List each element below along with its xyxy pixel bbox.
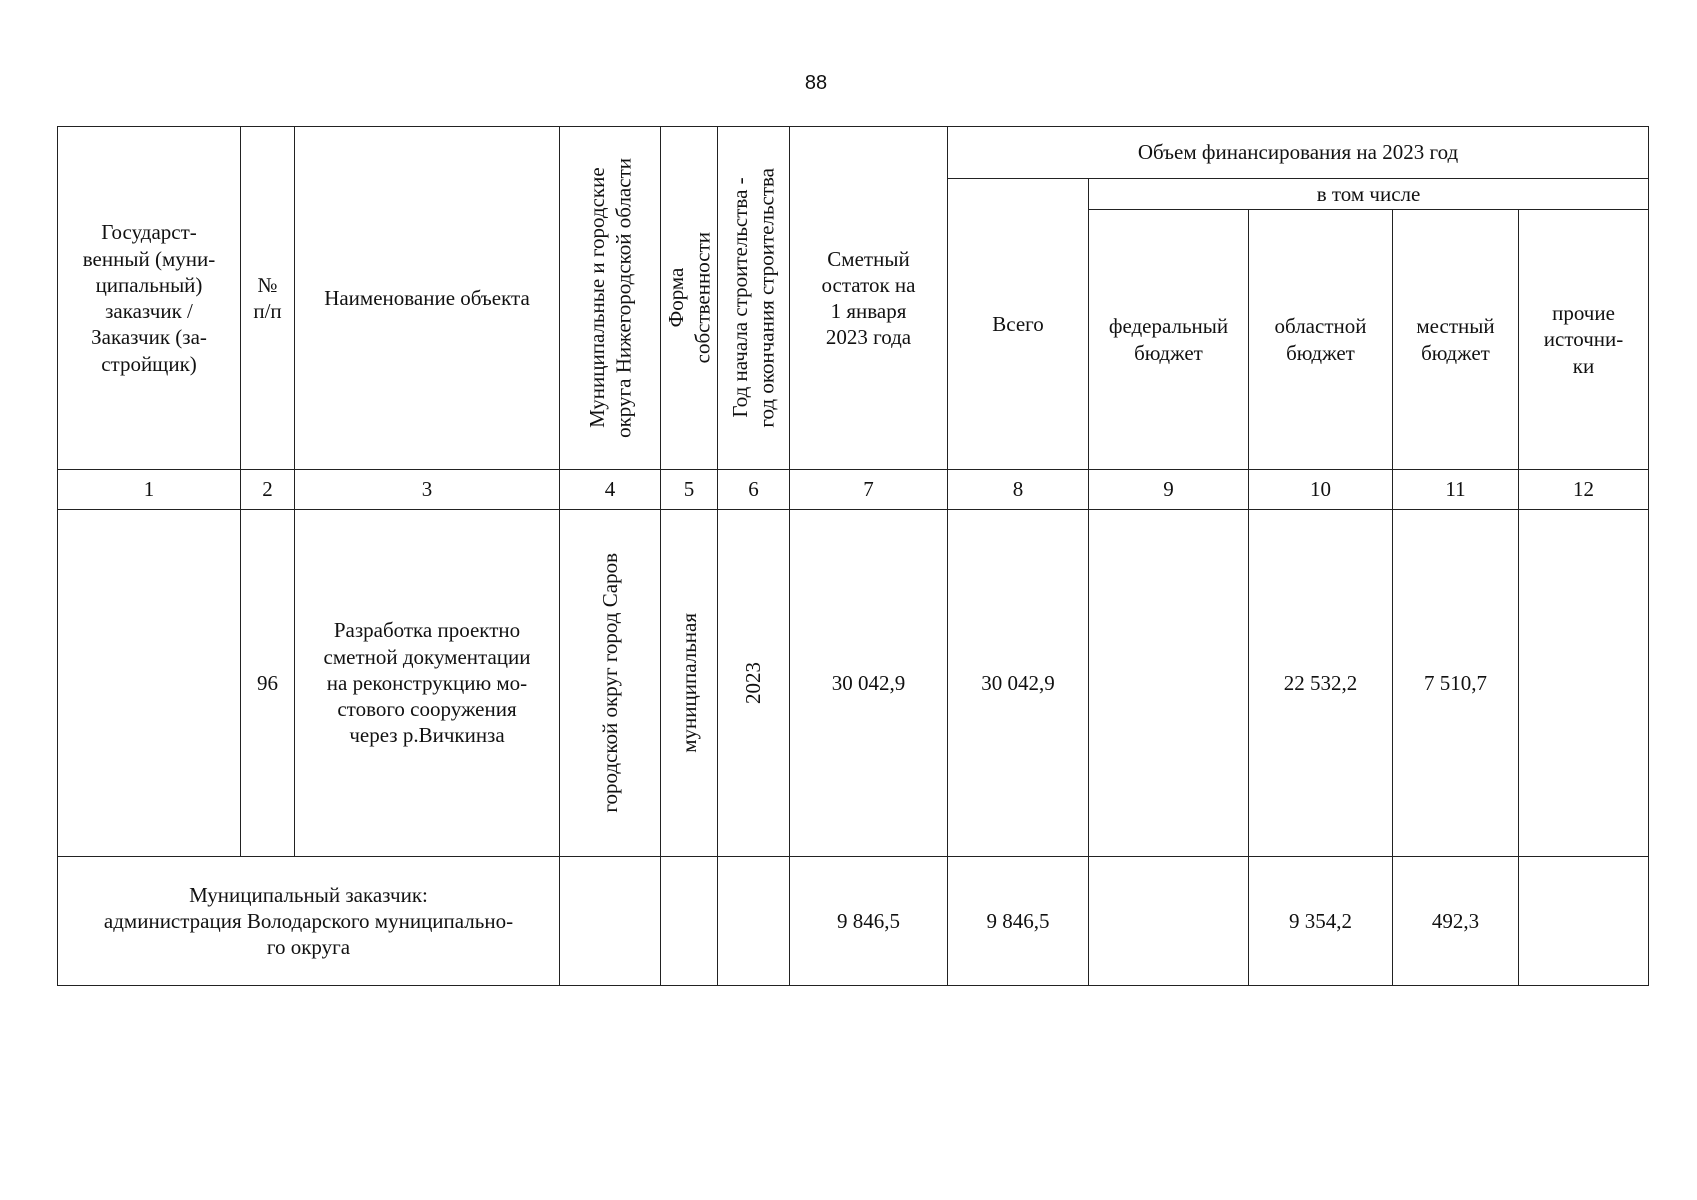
header-other: прочие источни- ки <box>1519 210 1649 470</box>
column-number: 4 <box>560 470 661 510</box>
page-number: 88 <box>804 72 828 94</box>
row-local: 7 510,7 <box>1393 510 1519 857</box>
column-number: 10 <box>1249 470 1393 510</box>
column-number: 1 <box>58 470 241 510</box>
header-including: в том числе <box>1089 179 1649 210</box>
header-years <box>718 127 790 470</box>
summary-estimate: 9 846,5 <box>790 857 948 986</box>
header-total: Всего <box>948 179 1089 470</box>
header-financing-group: Объем финансирования на 2023 год <box>948 127 1649 179</box>
header-years-text: Год начала строительства - год окончания строительства <box>728 168 779 428</box>
row-estimate: 30 042,9 <box>790 510 948 857</box>
row-years-text: 2023 <box>741 662 766 704</box>
header-ownership-text: Форма собственности <box>663 232 714 364</box>
summary-local: 492,3 <box>1393 857 1519 986</box>
column-number: 5 <box>661 470 718 510</box>
summary-regional: 9 354,2 <box>1249 857 1393 986</box>
summary-total: 9 846,5 <box>948 857 1089 986</box>
header-district-text: Муниципальные и городские округа Нижегородской области <box>584 158 635 438</box>
column-number: 2 <box>241 470 295 510</box>
row-ownership <box>661 510 718 857</box>
financing-table <box>57 126 1649 986</box>
header-regional: областной бюджет <box>1249 210 1393 470</box>
row-other <box>1519 510 1649 857</box>
row-regional: 22 532,2 <box>1249 510 1393 857</box>
column-number: 8 <box>948 470 1089 510</box>
header-district <box>560 127 661 470</box>
row-total: 30 042,9 <box>948 510 1089 857</box>
column-number: 9 <box>1089 470 1249 510</box>
row-object-name: Разработка проектно сметной документации на реконструкцию мо- стового сооружения через р.Вичкинза <box>295 510 560 857</box>
column-number: 12 <box>1519 470 1649 510</box>
summary-federal <box>1089 857 1249 986</box>
table-row <box>58 510 1649 857</box>
summary-row <box>58 857 1649 986</box>
header-object-name: Наименование объекта <box>295 127 560 470</box>
row-district-text: городской округ город Саров <box>597 553 622 813</box>
row-ownership-text: муниципальная <box>676 613 701 753</box>
header-number: № п/п <box>241 127 295 470</box>
column-number-row <box>58 470 1649 510</box>
column-number: 6 <box>718 470 790 510</box>
row-years <box>718 510 790 857</box>
header-local: местный бюджет <box>1393 210 1519 470</box>
summary-ownership <box>661 857 718 986</box>
summary-other <box>1519 857 1649 986</box>
header-customer: Государст- венный (муни- ципальный) заказчик / Заказчик (за- стройщик) <box>58 127 241 470</box>
row-district <box>560 510 661 857</box>
row-customer <box>58 510 241 857</box>
summary-label: Муниципальный заказчик: администрация Володарского муниципально- го округа <box>58 857 560 986</box>
header-ownership <box>661 127 718 470</box>
summary-years <box>718 857 790 986</box>
summary-district <box>560 857 661 986</box>
column-number: 3 <box>295 470 560 510</box>
column-number: 7 <box>790 470 948 510</box>
column-number: 11 <box>1393 470 1519 510</box>
row-number: 96 <box>241 510 295 857</box>
row-federal <box>1089 510 1249 857</box>
header-federal: федеральный бюджет <box>1089 210 1249 470</box>
header-estimate: Сметный остаток на 1 января 2023 года <box>790 127 948 470</box>
